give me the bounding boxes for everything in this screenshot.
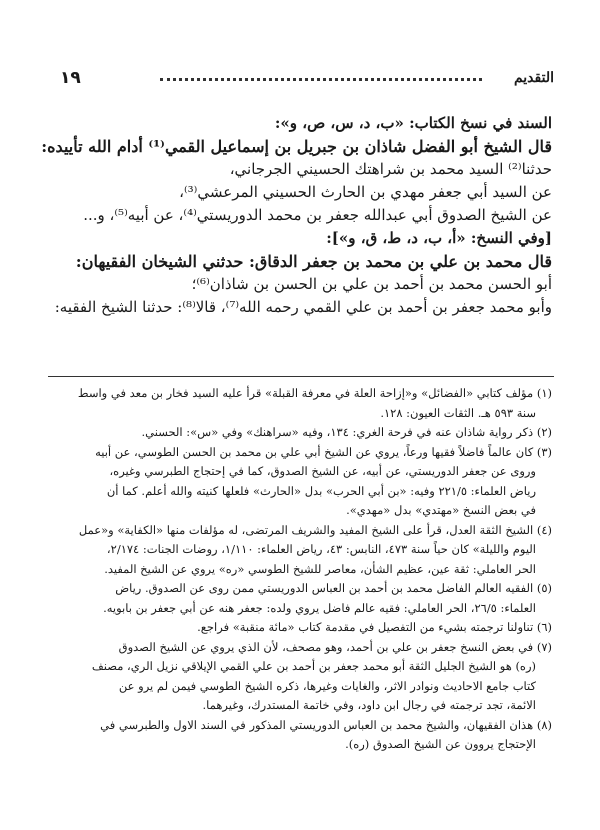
footnote-line: (٦) تناولنا ترجمته بشيء من التفصيل في مقدمة كتاب «مائة منقبة» فراجع. [197, 620, 552, 634]
footnote-line: في بعض النسخ «مهتدي» بدل «مهدي». [346, 503, 536, 517]
footnote-line: (٣) كان عالماً فاضلاً فقيها ورعاً، يروي عن الشيخ أبي علي بن محمد بن الحسن الطوسي، عن أبيه [95, 444, 552, 459]
footnote-line: الإحتجاج يروون عن الشيخ الصدوق (ره). [345, 737, 536, 751]
header-dotted-rule [160, 78, 482, 87]
footnote-line: (٧) في بعض النسخ جعفر بن علي بن أحمد، وهو مصحف، لأن الذي يروي عن الشيخ الصدوق [118, 639, 552, 654]
footnote-line: رياض العلماء: ٢٢١/٥ وفيه: «بن أبي الحرب» بدل «الحارث» فلعلها كنيته والله أعلم. كما أن [106, 483, 536, 498]
text-line: أبو الحسن محمد بن أحمد بن علي بن الحسن بن شاذان⁽⁶⁾؛ [191, 275, 552, 293]
text-line: قال الشيخ أبو الفضل شاذان بن جبريل بن إسماعيل القمي⁽¹⁾ أدام الله تأييده: [41, 137, 552, 156]
footnote-line: اليوم والليلة» كان حياً سنة ٤٧٣، النابس: ٤٣، رياض العلماء: ١/١١٠، روضات الجنات: ٢/١٧٤، [106, 542, 536, 556]
text-line: قال محمد بن علي بن محمد بن جعفر الدقاق: حدثني الشيخان الفقيهان: [75, 252, 552, 271]
page-header [48, 70, 554, 90]
text-line: السند في نسخ الكتاب: «ب، د، س، ص، و»: [274, 114, 552, 132]
text-line: حدثنا⁽²⁾ السيد محمد بن شراهتك الحسيني الجرجاني، [229, 160, 552, 178]
footnote-line: الحر العاملي: ثقة عين، عظيم الشأن، معاصر للشيخ الطوسي «ره» يروي عن الشيخ المفيد. [104, 561, 536, 576]
footnote-divider [48, 376, 554, 377]
footnote-line: (٥) الفقيه العالم الفاضل محمد بن أحمد بن العباس الدوريستي ممن روى عن الصدوق. رياض [115, 581, 552, 595]
footnote-line: (٢) ذكر رواية شاذان عنه في فرحة الغري: ١٣٤، وفيه «سراهنك» وفي «س»: الحسني. [141, 425, 552, 439]
footnote-line: (٤) الشيخ الثقة العدل، قرأ على الشيخ المفيد والشريف المرتضى، له مؤلفات منها «الكفاية» و«عمل [78, 522, 552, 537]
footnotes [46, 384, 552, 755]
footnote-line: الائمة، تجد ترجمته في رجال ابن داود، وفي خاتمة المستدرك، وغيرهما. [202, 698, 536, 712]
footnote-line: العلماء: ٢٦/٥، الحر العاملي: فقيه عالم فاضل يروي ولده: جعفر هنه عن أبي جعفر بن بابويه. [103, 600, 536, 615]
footnote-line: وروى عن جعفر الدوريستي، عن أبيه، عن الشيخ الصدوق، كما في إحتجاج الطبرسي وغيره، [109, 464, 536, 478]
text-line: عن الشيخ الصدوق أبي عبدالله جعفر بن محمد الدوريستي⁽⁴⁾، عن أبيه⁽⁵⁾، و... [83, 206, 552, 224]
footnote-line: كتاب جامع الاحاديث ونوادر الاثر، والغايات وغيرها، ذكره الشيخ الطوسي فيمن لم يرو عن [118, 678, 536, 693]
footnote-line: (ره) هو الشيخ الجليل الثقة أبو محمد جعفر بن أحمد بن علي القمي الإيلاقي نزيل الري، مصنف [91, 659, 536, 673]
footnote-line: (١) مؤلف كتابي «الفضائل» و«إزاحة العلة في معرفة القبلة» قرأ عليه السيد فخار بن معد في واسط [77, 386, 552, 400]
footnote-line: سنة ٥٩٣ هـ. الثقات العيون: ١٢٨. [380, 405, 536, 420]
footnote-line: (٨) هذان الفقيهان، والشيخ محمد بن العباس الدوريستي المذكور في السند الاول والطبرسي في [100, 717, 552, 732]
text-line: عن السيد أبي جعفر مهدي بن الحارث الحسيني المرعشي⁽³⁾، [179, 183, 552, 201]
page-number: ١٩ [60, 68, 81, 88]
main-text [41, 112, 552, 319]
text-line: [وفي النسخ: «أ، ب، د، ط، ق، و»]: [326, 229, 552, 247]
running-title: التقديم [513, 70, 554, 86]
text-line: وأبو محمد جعفر بن أحمد بن علي القمي رحمه الله⁽⁷⁾، قالا⁽⁸⁾: حدثنا الشيخ الفقيه: [54, 298, 552, 316]
